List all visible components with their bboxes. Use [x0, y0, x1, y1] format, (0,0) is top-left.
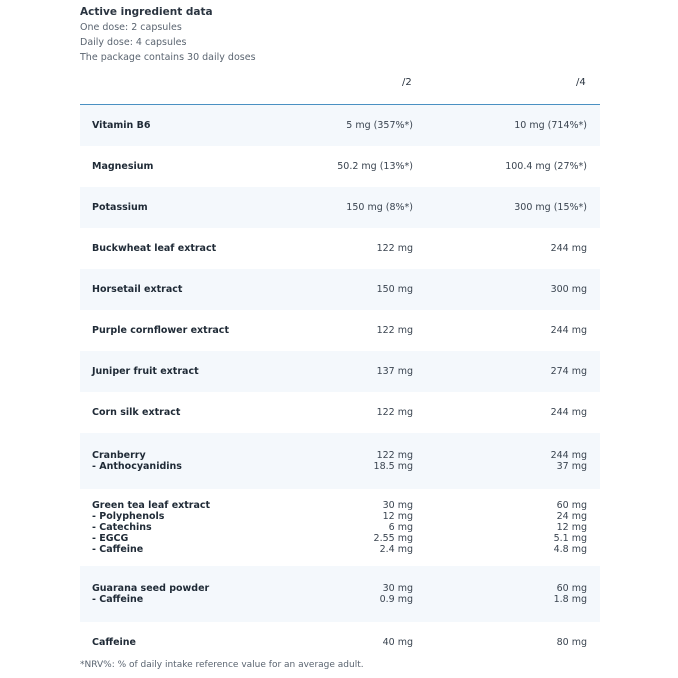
- ingredient-name: [92, 161, 153, 172]
- amount-daily-dose-line: 5.1 mg: [553, 533, 587, 544]
- ingredient-name-line: Green tea leaf extract: [92, 500, 211, 511]
- amount-one-dose-line: 0.9 mg: [379, 594, 413, 605]
- amount-one-dose: [377, 284, 413, 295]
- amount-one-dose-line: 122 mg: [376, 243, 413, 254]
- amount-one-dose-line: 122 mg: [376, 450, 413, 461]
- amount-one-dose: [377, 366, 413, 377]
- amount-daily-dose-line: 10 mg (714%*): [514, 120, 587, 131]
- ingredient-name-line: - Caffeine: [92, 544, 144, 555]
- amount-daily-dose-line: 24 mg: [556, 511, 587, 522]
- table-row: [80, 392, 600, 433]
- table-row: [80, 146, 600, 187]
- ingredient-name-line: Buckwheat leaf extract: [92, 243, 217, 254]
- header: [80, 5, 600, 65]
- ingredient-name: [92, 450, 182, 472]
- ingredient-name-line: Magnesium: [92, 161, 154, 172]
- ingredient-name: [92, 583, 209, 605]
- amount-daily-dose: [551, 325, 587, 336]
- amount-one-dose-line: 2.4 mg: [379, 544, 413, 555]
- dose-info-line: The package contains 30 daily doses: [80, 52, 256, 63]
- amount-one-dose: [377, 407, 413, 418]
- ingredient-name: [92, 202, 148, 213]
- amount-one-dose-line: 40 mg: [382, 637, 413, 648]
- amount-one-dose-line: 5 mg (357%*): [346, 120, 413, 131]
- amount-one-dose-line: 30 mg: [382, 500, 413, 511]
- ingredient-name-line: Horsetail extract: [92, 284, 183, 295]
- amount-one-dose-line: 18.5 mg: [373, 461, 413, 472]
- page-title: Active ingredient data: [80, 6, 213, 18]
- amount-daily-dose-line: 244 mg: [550, 243, 587, 254]
- ingredient-name-line: Potassium: [92, 202, 148, 213]
- dose-info-line: Daily dose: 4 capsules: [80, 37, 187, 48]
- amount-daily-dose: [505, 161, 587, 172]
- column-header-one-dose: /2: [402, 77, 412, 88]
- table-row: [80, 228, 600, 269]
- table-row: [80, 269, 600, 310]
- amount-one-dose-line: 12 mg: [382, 511, 413, 522]
- amount-one-dose: [383, 637, 413, 648]
- ingredient-name: [92, 284, 182, 295]
- amount-daily-dose: [514, 120, 587, 131]
- ingredient-name-line: - Anthocyanidins: [92, 461, 182, 472]
- amount-one-dose-line: 50.2 mg (13%*): [337, 161, 413, 172]
- amount-daily-dose-line: 274 mg: [550, 366, 587, 377]
- ingredient-name-line: Purple cornflower extract: [92, 325, 229, 336]
- amount-one-dose-line: 2.55 mg: [373, 533, 413, 544]
- amount-daily-dose-line: 4.8 mg: [553, 544, 587, 555]
- amount-daily-dose-line: 244 mg: [550, 407, 587, 418]
- amount-one-dose-line: 150 mg: [376, 284, 413, 295]
- amount-daily-dose: [554, 583, 587, 605]
- table-row: [80, 489, 600, 566]
- ingredient-name-line: - Catechins: [92, 522, 152, 533]
- amount-daily-dose-line: 37 mg: [556, 461, 587, 472]
- ingredient-name: [92, 637, 136, 648]
- amount-daily-dose-line: 300 mg: [550, 284, 587, 295]
- amount-daily-dose-line: 60 mg: [556, 583, 587, 594]
- amount-one-dose-line: 150 mg (8%*): [346, 202, 413, 213]
- footnote: *NRV%: % of daily intake reference value for an average adult.: [80, 660, 364, 670]
- amount-one-dose: [346, 120, 413, 131]
- ingredient-name: [92, 407, 180, 418]
- column-header-daily-dose: /4: [576, 77, 586, 88]
- amount-daily-dose: [551, 407, 587, 418]
- amount-daily-dose-line: 1.8 mg: [553, 594, 587, 605]
- amount-daily-dose: [551, 243, 587, 254]
- table-row: [80, 433, 600, 489]
- ingredient-name: [92, 325, 229, 336]
- amount-one-dose-line: 122 mg: [376, 407, 413, 418]
- table-row: [80, 310, 600, 351]
- dose-info-line: One dose: 2 capsules: [80, 22, 182, 33]
- table-row: [80, 566, 600, 622]
- ingredient-name-line: Caffeine: [92, 637, 136, 648]
- ingredient-name: [92, 120, 150, 131]
- ingredient-name-line: Corn silk extract: [92, 407, 181, 418]
- amount-one-dose: [377, 325, 413, 336]
- table-row: [80, 105, 600, 146]
- table-row: [80, 351, 600, 392]
- amount-daily-dose-line: 244 mg: [550, 450, 587, 461]
- ingredient-name: [92, 243, 216, 254]
- amount-one-dose: [346, 202, 413, 213]
- amount-one-dose-line: 122 mg: [376, 325, 413, 336]
- amount-one-dose: [377, 243, 413, 254]
- amount-one-dose: [374, 500, 413, 555]
- ingredient-name-line: - EGCG: [92, 533, 129, 544]
- table-row: [80, 187, 600, 228]
- amount-daily-dose: [557, 637, 587, 648]
- amount-one-dose: [337, 161, 413, 172]
- amount-one-dose-line: 30 mg: [382, 583, 413, 594]
- amount-daily-dose-line: 300 mg (15%*): [514, 202, 587, 213]
- amount-daily-dose: [551, 284, 587, 295]
- ingredient-name-line: Vitamin B6: [92, 120, 151, 131]
- ingredient-name-line: - Caffeine: [92, 594, 144, 605]
- table-row: [80, 622, 600, 663]
- amount-daily-dose-line: 100.4 mg (27%*): [505, 161, 587, 172]
- amount-daily-dose-line: 60 mg: [556, 500, 587, 511]
- amount-daily-dose-line: 12 mg: [556, 522, 587, 533]
- ingredient-name: [92, 366, 199, 377]
- amount-daily-dose: [551, 366, 587, 377]
- amount-daily-dose: [554, 500, 587, 555]
- ingredient-name-line: Juniper fruit extract: [92, 366, 199, 377]
- ingredient-table: [80, 105, 600, 663]
- amount-daily-dose: [551, 450, 587, 472]
- ingredient-name-line: Cranberry: [92, 450, 146, 461]
- amount-one-dose-line: 6 mg: [388, 522, 413, 533]
- amount-daily-dose: [514, 202, 587, 213]
- amount-daily-dose-line: 244 mg: [550, 325, 587, 336]
- amount-daily-dose-line: 80 mg: [556, 637, 587, 648]
- amount-one-dose: [380, 583, 413, 605]
- ingredient-name-line: Guarana seed powder: [92, 583, 210, 594]
- ingredient-name: [92, 500, 210, 555]
- ingredient-name-line: - Polyphenols: [92, 511, 165, 522]
- amount-one-dose-line: 137 mg: [376, 366, 413, 377]
- amount-one-dose: [374, 450, 413, 472]
